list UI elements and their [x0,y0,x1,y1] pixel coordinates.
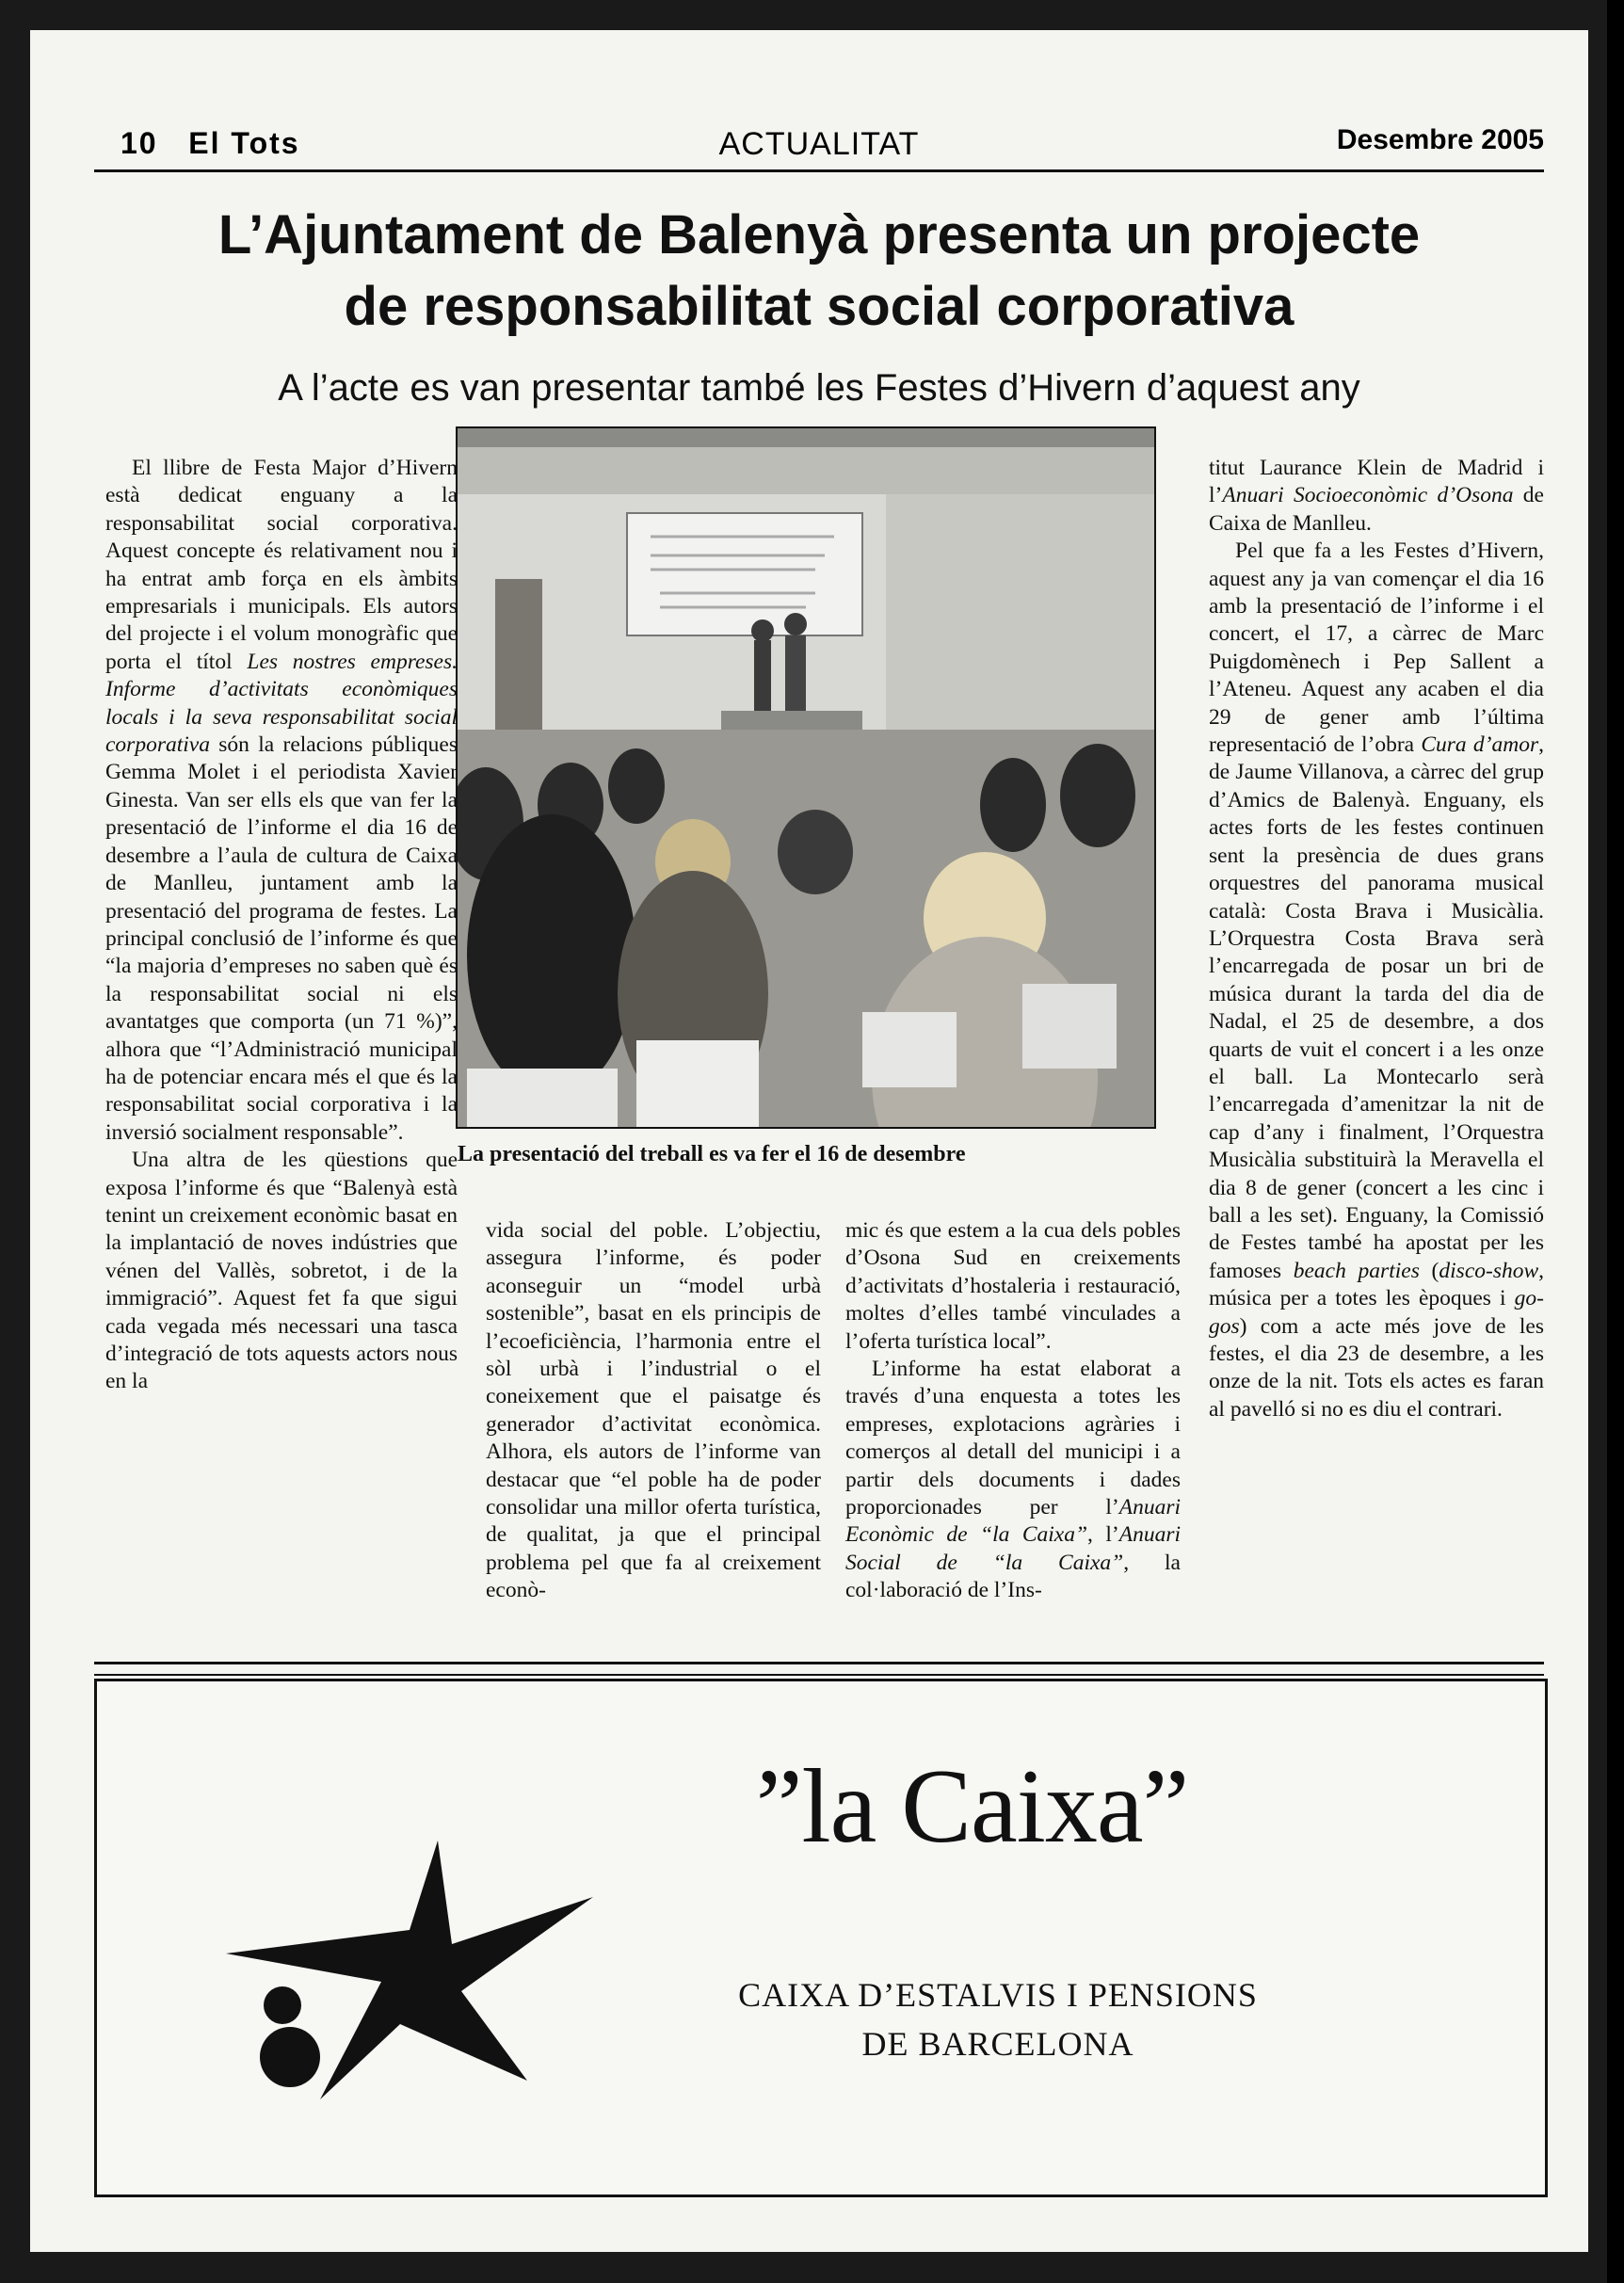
paragraph: vida social del poble. L’objectiu, assegura l’informe, és poder aconseguir un “model urbà sostenible”, basat en els principis de l’ecoeficiència, l’harmonia entre el sòl urbà i l’industrial o el coneixement que el paisatge és generador d’activitat econòmica. Alhora, els autors de l’informe van destacar que “el poble ha de poder consolidar una millor oferta turística, de qualitat, ja que el principal problema pel que fa al creixement econò- [486,1218,821,1603]
headline-line-1: L’Ajuntament de Balenyà presenta un projecte [217,204,1421,265]
paragraph: titut Laurance Klein de Madrid i l’Anuari Socioeconòmic d’Osona de Caixa de Manlleu. [1209,456,1544,536]
paragraph: L’informe ha estat elaborat a través d’una enquesta a totes les empreses, explotacions agràries i comerços al detall del municipi i a partir dels documents i dades proporcionades per l’Anuari Econòmic de “la Caixa”, l’Anuari Social de “la Caixa”, la col·laboració de l’Ins- [845,1357,1182,1603]
brand-name: ”la Caixa” [755,1748,1189,1865]
page-number-and-publication: 10 El Tots [121,126,300,160]
paragraph: mic és que estem a la cua dels pobles d’Osona Sud en creixements d’activitats d’hostaleria i restauració, moltes d’elles també vinculades a l’oferta turística local”. [845,1218,1181,1354]
article-subheadline: A l’acte es van presentar també les Festes d’Hivern d’aquest any [278,367,1360,409]
photo-caption: La presentació del treball es va fer el 16 de desembre [458,1142,966,1166]
presentation-photo-illustration [458,428,1154,1127]
article-column-2 [486,1217,821,1605]
article-column-1 [105,455,458,1396]
paragraph: Una altra de les qüestions que exposa l’informe és que “Balenyà està tenint un creixement econòmic basat en la implantació de noves indústries que vénen del Vallès, sobretot, i de la immigració”. Aquest fet fa que sigui cada vegada més necessari una tasca d’integració de tots aquests actors nous en la [105,1148,458,1394]
brand-subtitle-line-2: DE BARCELONA [861,2025,1134,2063]
brand-subtitle-line-1: CAIXA D’ESTALVIS I PENSIONS [738,1976,1258,2014]
headline-line-2: de responsabilitat social corporativa [344,276,1294,337]
issue-date: Desembre 2005 [1336,124,1544,155]
section-divider [94,1662,1544,1676]
section-name: ACTUALITAT [718,126,920,162]
page-header [94,92,1544,172]
article-headline [94,200,1544,343]
binding-edge [1607,0,1624,2283]
article-column-3 [845,1217,1181,1605]
article-column-4 [1209,455,1544,1423]
paragraph: El llibre de Festa Major d’Hivern està dedicat enguany a la responsabilitat social corporativa. Aquest concepte és relativament nou i ha entrat amb força en els àmbits empresarials i municipals. Els autors del projecte i el volum monogràfic que porta el títol Les nostres empreses. Informe d’activitats econòmiques locals i la seva responsabilitat social corporativa són la relacions públiques Gemma Molet i el periodista Xavier Ginesta. Van ser ells els que van fer la presentació de l’informe el dia 16 de desembre a l’aula de cultura de Caixa de Manlleu, juntament amb la presentació del programa de festes. La principal conclusió de l’informe és que “la majoria d’empreses no saben què és la responsabilitat social ni els avantatges que comporta (un 71 %)”, alhora que “l’Administració municipal ha de potenciar encara més el que és la responsabilitat social corporativa i la inversió socialment responsable”. [105,456,458,1145]
event-photo [456,426,1156,1129]
paragraph: Pel que fa a les Festes d’Hivern, aquest any ja van començar el dia 16 amb la presentació de l’informe i el concert, el 17, a càrrec de Marc Puigdomènech i Pep Sallent a l’Ateneu. Aquest any acaben el dia 29 de gener amb l’última representació de l’obra Cura d’amor, de Jaume Villanova, a càrrec del grup d’Amics de Balenyà. Enguany, els actes forts de les festes continuen sent la presència de dues grans orquestres del panorama musical català: Costa Brava i Musicàlia. L’Orquestra Costa Brava serà l’encarregada de posar un bri de música durant la tarda del dia de Nadal, el 25 de desembre, a dos quarts de vuit el concert i a les onze el ball. La Montecarlo serà l’encarregada d’amenitzar la nit de cap d’any i finalment, l’Orquestra Musicàlia substituirà la Meravella el dia 8 de gener (concert a les cinc i ball a les set). Enguany, la Comissió de Festes també ha apostat per les famoses beach parties (disco-show, música per a totes les èpoques i go-gos) com a acte més jove de les festes, el dia 23 de desembre, a les onze de la nit. Tots els actes es faran al pavelló si no es diu el contrari. [1209,539,1545,1422]
